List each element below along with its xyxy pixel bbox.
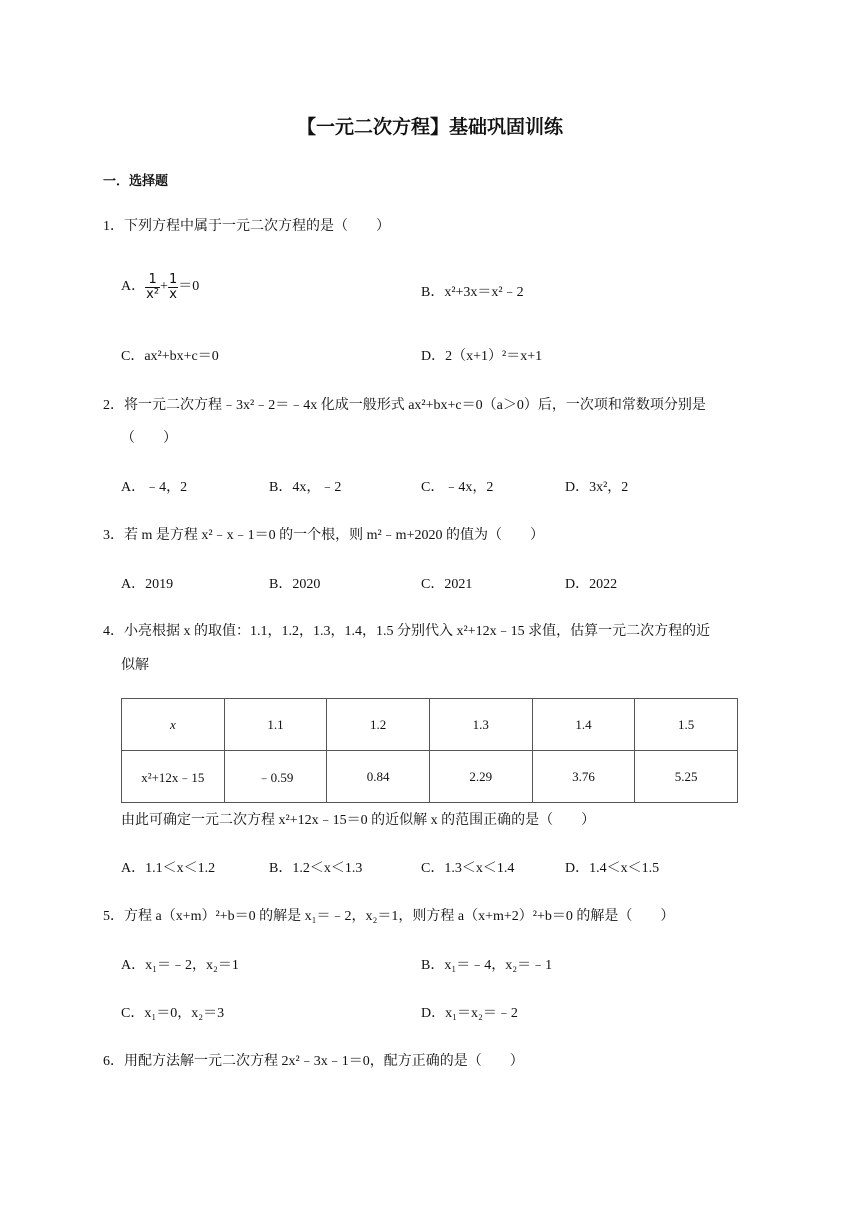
question-2-option-b: B．4x，﹣2 [269,480,342,495]
table-cell: 1.4 [532,699,635,751]
section-heading: 一．选择题 [103,174,169,189]
question-4-option-d: D．1.4＜x＜1.5 [565,861,660,876]
question-4-option-a: A．1.1＜x＜1.2 [121,861,216,876]
question-3-option-a: A．2019 [121,577,174,592]
table-cell: x [122,699,225,751]
question-2-stem-cont: （ ） [121,431,177,446]
fraction-1-over-x-squared: $\frac{1}{\text{x²}}$ [146,272,160,302]
table-cell: 3.76 [532,751,635,803]
question-3-option-d: D．2022 [565,577,618,592]
question-4-option-c: C．1.3＜x＜1.4 [421,861,515,876]
question-5-stem: 5．方程 a（x+m）²+b＝0 的解是 x₁＝﹣2，x₂＝1，则方程 a（x+m+2）²+b＝0 的解是（ ） [103,909,675,924]
question-5-option-a: A．x₁＝﹣2，x₂＝1 [121,958,239,973]
question-5-option-d: D．x₁＝x₂＝﹣2 [421,1006,518,1021]
question-1-stem: 1．下列方程中属于一元二次方程的是（ ） [103,219,390,234]
question-1-option-c: C．ax²+bx+c＝0 [121,349,219,364]
question-6-stem: 6．用配方法解一元二次方程 2x²﹣3x﹣1＝0，配方正确的是（ ） [103,1054,524,1069]
question-3-stem: 3．若 m 是方程 x²﹣x﹣1＝0 的一个根，则 m²﹣m+2020 的值为（ ） [103,528,544,543]
question-2-stem: 2．将一元二次方程﹣3x²﹣2＝﹣4x 化成一般形式 ax²+bx+c＝0（a＞0）后，一次项和常数项分别是 [103,398,706,413]
table-cell: 1.2 [327,699,430,751]
fraction-1-over-x: $\frac{1}{x}$ [168,272,178,302]
option-a-label: A． [121,279,146,295]
table-cell: ﹣0.59 [224,751,327,803]
question-4-option-b: B．1.2＜x＜1.3 [269,861,363,876]
table-cell: x²+12x﹣15 [122,751,225,803]
question-2-option-d: D．3x²，2 [565,480,629,495]
question-2-option-c: C．﹣4x，2 [421,480,494,495]
question-4-stem-cont: 似解 [121,658,149,673]
table-row [122,699,738,751]
question-2-option-a: A．﹣4，2 [121,480,188,495]
table-row [122,751,738,803]
question-3-option-c: C．2021 [421,577,473,592]
question-1-option-a: A． $\frac{1}{\text{x²}}$ + $\frac{1}{x}$ ＝0 [121,272,200,302]
question-1-option-b: B．x²+3x＝x²﹣2 [421,285,524,300]
table-cell: 1.5 [635,699,738,751]
table-cell: 2.29 [429,751,532,803]
values-table [121,698,738,803]
question-4-stem: 4．小亮根据 x 的取值：1.1，1.2，1.3，1.4，1.5 分别代入 x²+12x﹣15 求值，估算一元二次方程的近 [103,624,711,639]
question-3-option-b: B．2020 [269,577,321,592]
question-5-option-b: B．x₁＝﹣4，x₂＝﹣1 [421,958,553,973]
question-4-followup: 由此可确定一元二次方程 x²+12x﹣15＝0 的近似解 x 的范围正确的是（ ） [121,813,596,828]
page-title: 【一元二次方程】基础巩固训练 [296,116,563,138]
table-cell: 5.25 [635,751,738,803]
question-1-option-d: D．2（x+1）²＝x+1 [421,349,543,364]
table-cell: 1.3 [429,699,532,751]
table-cell: 1.1 [224,699,327,751]
question-5-option-c: C．x₁＝0，x₂＝3 [121,1006,225,1021]
table-cell: 0.84 [327,751,430,803]
